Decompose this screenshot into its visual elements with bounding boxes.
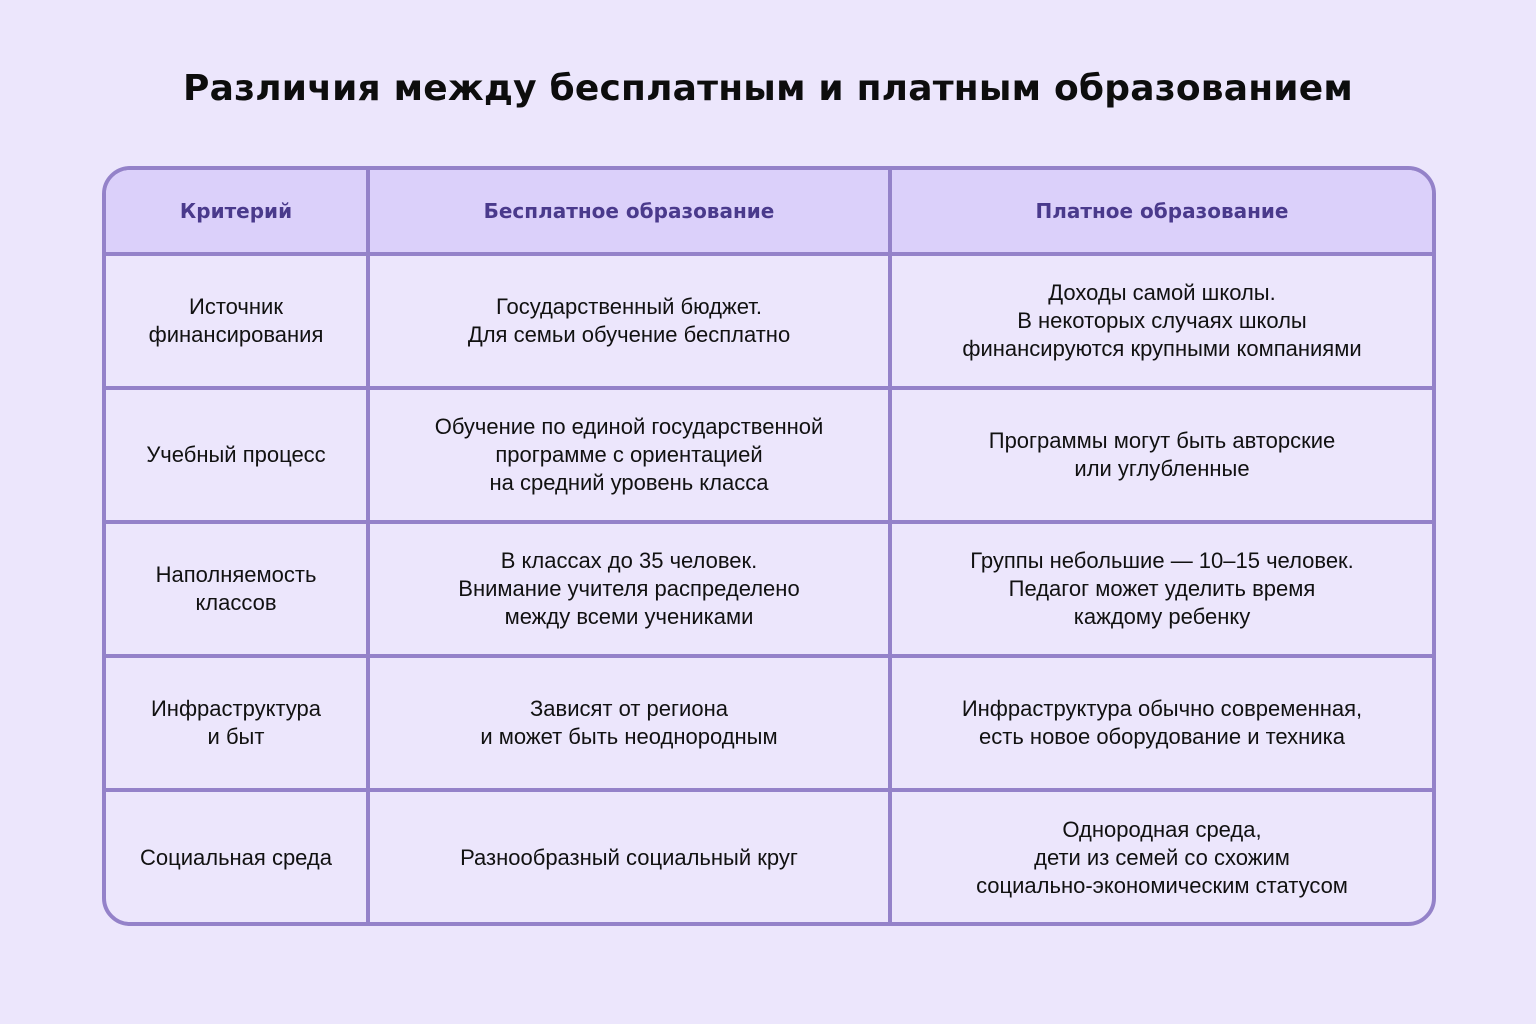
header-paid-education: Платное образование <box>890 170 1432 254</box>
cell-text-line: Источник <box>189 294 283 319</box>
cell-text-line: В классах до 35 человек. <box>500 548 758 573</box>
cell-text-line: Зависят от региона <box>530 696 728 721</box>
criterion-cell <box>106 522 368 656</box>
cell-text-line: Доходы самой школы. <box>1048 280 1276 305</box>
free-education-cell <box>368 254 890 388</box>
header-free-education: Бесплатное образование <box>368 170 890 254</box>
free-education-cell <box>368 388 890 522</box>
cell-text-line: Государственный бюджет. <box>496 294 762 319</box>
criterion-cell <box>106 254 368 388</box>
cell-text-line: дети из семей со схожим <box>1034 845 1290 870</box>
cell-text-line: Педагог может уделить время <box>1008 576 1316 601</box>
cell-text-line: Однородная среда, <box>1062 817 1262 842</box>
cell-text-line: программе с ориентацией <box>495 442 763 467</box>
cell-text-line: каждому ребенку <box>1073 604 1251 629</box>
cell-text-line: Инфраструктура обычно современная, <box>961 696 1363 721</box>
paid-education-cell <box>890 790 1432 924</box>
cell-text-line: Инфраструктура <box>150 696 322 721</box>
cell-text-line: финансирования <box>148 322 324 347</box>
free-education-cell <box>368 656 890 790</box>
cell-text-line: и быт <box>207 724 265 749</box>
table-row <box>106 254 1432 388</box>
cell-text-line: и может быть неоднородным <box>480 724 778 749</box>
cell-text-line: есть новое оборудование и техника <box>979 724 1345 749</box>
free-education-cell <box>368 522 890 656</box>
cell-text-line: между всеми учениками <box>504 604 754 629</box>
table-row <box>106 656 1432 790</box>
paid-education-cell <box>890 522 1432 656</box>
cell-text-line: на средний уровень класса <box>489 470 769 495</box>
cell-text-line: или углубленные <box>1074 456 1250 481</box>
cell-text-line: Разнообразный социальный круг <box>460 845 798 870</box>
page-title: Различия между бесплатным и платным образованием <box>183 68 1353 109</box>
cell-text-line: Учебный процесс <box>146 442 326 467</box>
cell-text-line: классов <box>195 590 277 615</box>
header-criterion: Критерий <box>106 170 368 254</box>
cell-text-line: финансируются крупными компаниями <box>962 336 1362 361</box>
paid-education-cell <box>890 388 1432 522</box>
paid-education-cell <box>890 656 1432 790</box>
cell-text-line: Наполняемость <box>155 562 317 587</box>
table-row <box>106 790 1432 924</box>
criterion-cell <box>106 388 368 522</box>
free-education-cell <box>368 790 890 924</box>
cell-text-line: Социальная среда <box>139 845 333 870</box>
cell-text-line: Обучение по единой государственной <box>434 414 824 439</box>
cell-text-line: Программы могут быть авторские <box>988 428 1336 453</box>
cell-text-line: Группы небольшие — 10–15 человек. <box>970 548 1354 573</box>
table-row <box>106 522 1432 656</box>
criterion-cell <box>106 656 368 790</box>
cell-text-line: Внимание учителя распределено <box>458 576 800 601</box>
comparison-table <box>102 166 1436 926</box>
table-header-row <box>106 170 1432 254</box>
cell-text-line: Для семьи обучение бесплатно <box>467 322 791 347</box>
table-row <box>106 388 1432 522</box>
criterion-cell <box>106 790 368 924</box>
cell-text-line: В некоторых случаях школы <box>1017 308 1307 333</box>
paid-education-cell <box>890 254 1432 388</box>
cell-text-line: социально-экономическим статусом <box>976 873 1348 898</box>
